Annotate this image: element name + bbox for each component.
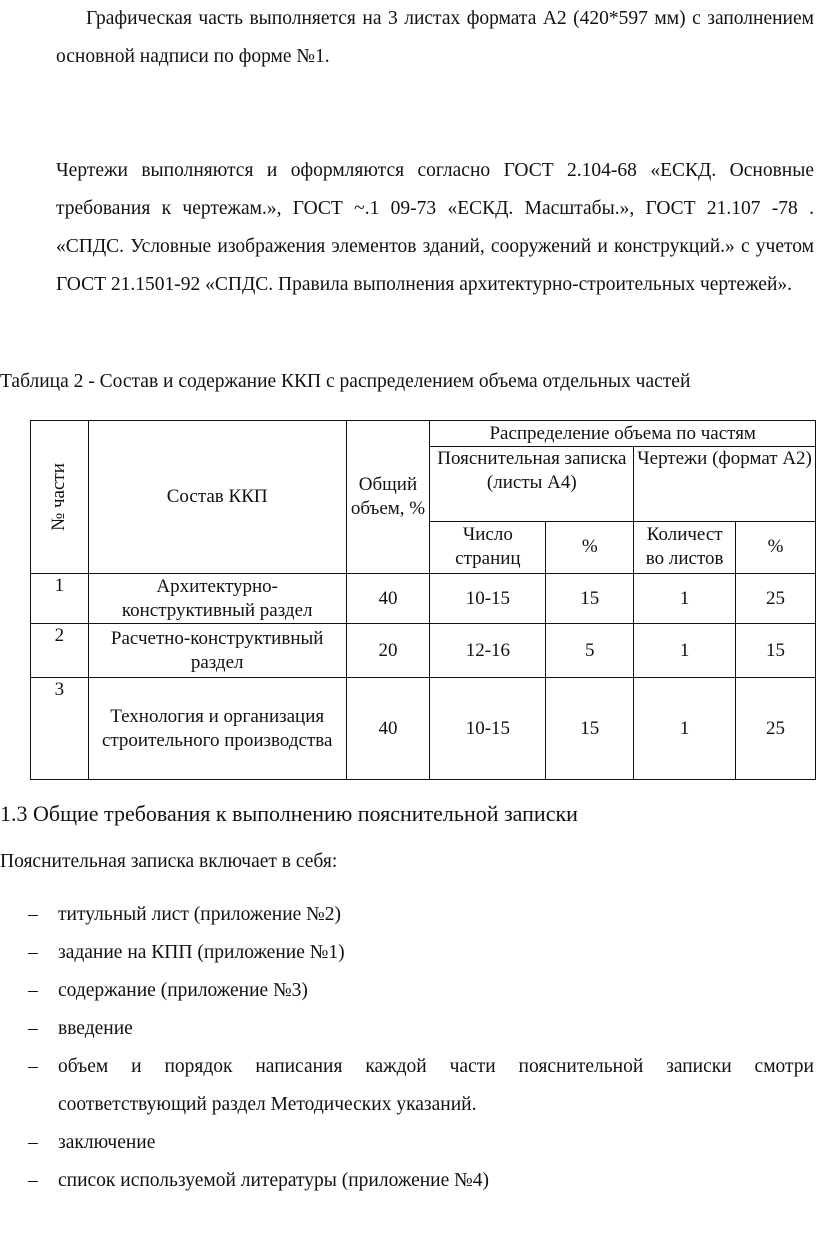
cell-total: 40 [346,678,430,780]
cell-pages: 12-16 [430,624,546,678]
kkp-table [30,420,816,780]
section-heading: 1.3 Общие требования к выполнению пояснительной записки [0,801,578,826]
table-row [31,678,816,780]
cell-drawings-percent: 25 [736,678,816,780]
list-item [28,972,814,1010]
header-composition: Состав ККП [88,421,346,574]
contents-list [28,896,814,1200]
cell-pages: 10-15 [430,574,546,624]
cell-composition: Архитектурно-конструктивный раздел [88,574,346,624]
cell-drawings-percent: 25 [736,574,816,624]
list-item [28,1162,814,1200]
list-item [28,1048,814,1124]
list-item-text: титульный лист (приложение №2) [58,904,342,925]
header-explanatory-note: Пояснительная записка (листы А4) [430,447,634,521]
header-drawings-percent: % [736,521,816,573]
section-intro: Пояснительная записка включает в себя: [0,851,338,872]
dash-bullet: – [28,1132,38,1153]
paragraph-graphic-part: Графическая часть выполняется на 3 листах формата А2 (420*597 мм) с заполнением основной надписи по форме №1. [56,8,814,67]
list-item-text: список используемой литературы (приложение №4) [58,1170,489,1191]
list-item-text: задание на КПП (приложение №1) [58,942,345,963]
cell-pages: 10-15 [430,678,546,780]
header-part-no-label: № части [48,463,70,531]
list-item [28,1124,814,1162]
header-distribution: Распределение объема по частям [430,421,816,447]
cell-total: 40 [346,574,430,624]
list-item [28,896,814,934]
cell-sheets: 1 [634,624,736,678]
dash-bullet: – [28,1018,38,1039]
dash-bullet: – [28,1170,38,1191]
header-drawings: Чертежи (формат А2) [634,447,816,521]
cell-sheets: 1 [634,678,736,780]
table-row [31,624,816,678]
list-item-text: объем и порядок написания каждой части пояснительной записки смотри соответствующий раздел Методических указаний. [58,1056,814,1115]
cell-composition: Технология и организация строительного производства [88,678,346,780]
list-item-text: введение [58,1018,133,1039]
header-sheets-count: Количест во листов [634,521,736,573]
cell-note-percent: 15 [546,574,634,624]
cell-part-no: 1 [31,574,89,624]
header-pages-count: Число страниц [430,521,546,573]
header-total-volume: Общий объем, % [346,421,430,574]
cell-sheets: 1 [634,574,736,624]
header-note-percent: % [546,521,634,573]
cell-drawings-percent: 15 [736,624,816,678]
cell-note-percent: 15 [546,678,634,780]
list-item-text: содержание (приложение №3) [58,980,308,1001]
list-item-text: заключение [58,1132,156,1153]
cell-part-no: 2 [31,624,89,678]
list-item [28,934,814,972]
header-part-no [31,421,89,574]
paragraph-drawing-standards: Чертежи выполняются и оформляются согласно ГОСТ 2.104-68 «ЕСКД. Основные требования к чертежам.», ГОСТ ~.1 09-73 «ЕСКД. Масштабы.», ГОСТ 21.107 -78 . «СПДС. Условные изображения элементов зданий, сооружений и конструкций.» с учетом ГОСТ 21.1501-92 «СПДС. Правила выполнения архитектурно-строительных чертежей». [56,160,814,295]
table-caption: Таблица 2 - Состав и содержание ККП с распределением объема отдельных частей [0,371,691,392]
list-item [28,1010,814,1048]
cell-total: 20 [346,624,430,678]
cell-note-percent: 5 [546,624,634,678]
dash-bullet: – [28,980,38,1001]
dash-bullet: – [28,942,38,963]
dash-bullet: – [28,904,38,925]
cell-composition: Расчетно-конструктивный раздел [88,624,346,678]
cell-part-no: 3 [31,678,89,780]
table-row [31,574,816,624]
dash-bullet: – [28,1056,38,1077]
